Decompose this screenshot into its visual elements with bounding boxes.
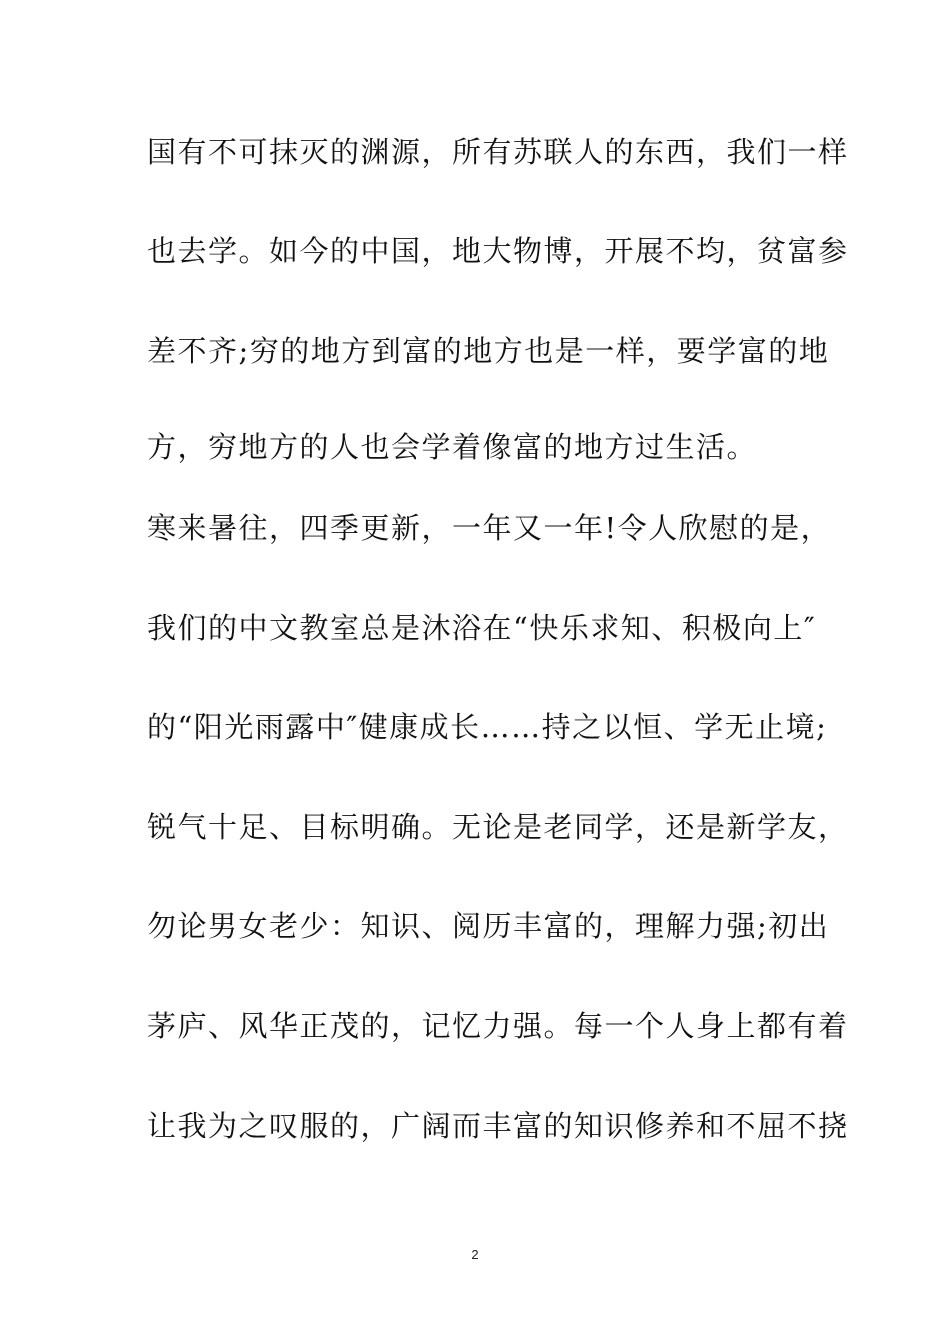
text-line: 让我为之叹服的，广阔而丰富的知识修养和不屈不挠 bbox=[147, 1109, 849, 1143]
text-line: 锐气十足、目标明确。无论是老同学，还是新学友， bbox=[147, 810, 849, 844]
text-line: 茅庐、风华正茂的，记忆力强。每一个人身上都有着 bbox=[147, 1009, 849, 1043]
text-line: 国有不可抹灭的渊源，所有苏联人的东西，我们一样 bbox=[147, 135, 849, 169]
text-line: 勿论男女老少：知识、阅历丰富的，理解力强;初出 bbox=[147, 909, 830, 943]
text-line: 也去学。如今的中国，地大物博，开展不均，贫富参 bbox=[147, 234, 849, 268]
page-number: 2 bbox=[471, 1247, 479, 1262]
text-line: 差不齐;穷的地方到富的地方也是一样，要学富的地 bbox=[147, 334, 830, 368]
text-line: 我们的中文教室总是沐浴在“快乐求知、积极向上″ bbox=[147, 611, 817, 645]
text-line: 的“阳光雨露中″健康成长……持之以恒、学无止境; bbox=[147, 710, 828, 744]
text-line: 方，穷地方的人也会学着像富的地方过生活。 bbox=[147, 430, 758, 464]
text-line: 寒来暑往，四季更新，一年又一年!令人欣慰的是， bbox=[147, 511, 832, 545]
